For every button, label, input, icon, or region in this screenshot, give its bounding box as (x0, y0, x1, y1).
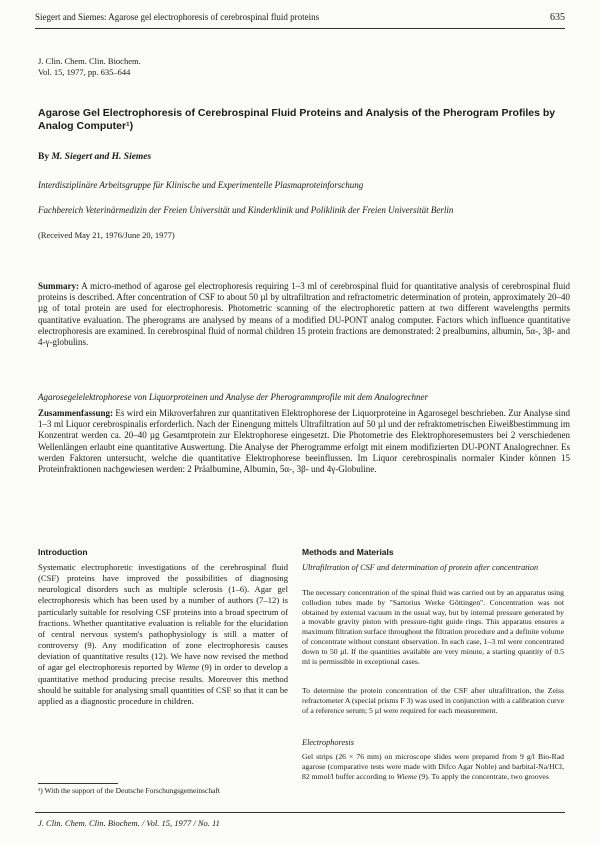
received-dates: (Received May 21, 1976/June 20, 1977) (38, 230, 175, 240)
journal-volume-pages: Vol. 15, 1977, pp. 635–644 (38, 67, 131, 77)
intro-cited-author: Wieme (176, 662, 200, 673)
electrophoresis-text-1: Gel strips (26 × 76 mm) on microscope slides were prepared from 9 g/l Bio-Rad agarose (comparative tests were made with Difco Agar Noble) and barbital-Na/HCl, 82 mmol/l buffer according to (302, 752, 564, 781)
journal-name: J. Clin. Chem. Clin. Biochem. (38, 56, 141, 66)
footnote: ¹) With the support of the Deutsche Forschungsgemeinschaft (38, 786, 220, 795)
affiliation-1: Interdisziplinäre Arbeitsgruppe für Klinische und Experimentelle Plasmaproteinforschung (38, 180, 364, 190)
methods-subheading-electrophoresis: Electrophoresis (302, 738, 354, 747)
summary-label: Summary: (38, 281, 79, 291)
journal-reference (38, 56, 141, 78)
page-number: 635 (550, 12, 565, 23)
author-line (38, 152, 151, 162)
affiliation-2: Fachbereich Veterinärmedizin der Freien Universität und Kinderklinik und Poliklinik der Freien Universität Berlin (38, 205, 454, 215)
electrophoresis-text-2: (9). To apply the concentrate, two grooves (416, 771, 549, 781)
introduction-heading: Introduction (38, 547, 88, 557)
page-footer: J. Clin. Chem. Clin. Biochem. / Vol. 15, 1977 / No. 11 (38, 818, 220, 828)
german-title: Agarosegelelektrophorese von Liquorproteinen und Analyse der Pherogrammprofile mit dem Analogrechner (38, 392, 429, 402)
header-rule (35, 28, 565, 29)
zusammenfassung-label: Zusammenfassung: (38, 408, 114, 418)
protein-determination-paragraph: To determine the protein concentration of the CSF after ultrafiltration, the Zeiss refractometer A (special prisms F 3) was used in conjunction with a calibration curve of a reference serum; 5 µl were required for each measurement. (302, 686, 564, 715)
methods-subheading-ultrafiltration: Ultrafiltration of CSF and determination of protein after concentration (302, 563, 539, 572)
ultrafiltration-paragraph: The necessary concentration of the spinal fluid was carried out by an apparatus using collodion tubes made by "Sartorius Werke Göttingen". Concentration was not obtained by external vacuum in the usual way, but by internal pressure generated by a movable gravity piston with pressure-tight guide rings. This apparatus ensures a maximum filtration surface throughout the filtration procedure and a definite volume of concentrate without constant observation. In each case, 1–3 ml were concentrated down to 50 µl. If the quantities available are very minute, a starting quantity of 0.5 ml is permissible in exceptional cases. (302, 588, 564, 666)
zusammenfassung-text: Es wird ein Mikroverfahren zur quantitativen Elektrophorese der Liquorproteine in Agarosegel beschrieben. Zur Analyse sind 1–3 ml Liquor cerebrospinalis erforderlich. Nach der Einengung mittels Ultrafiltration auf 50 µl und der refraktometrischen Eiweißbestimmung im Konzentrat werden ca. 20–40 µg Gesamtprotein zur Elektrophorese eingesetzt. Die Photometrie des Elektrophoresemusters bei 2 verschiedenen Wellenlängen erlaubt eine quantitative Auswertung. Die Analyse der Pherogramme erfolgt mit einem modifizierten DU-PONT Analogrechner. Es werden Faktoren untersucht, welche die quantitative Elektrophorese beeinflussen. Im Liquor cerebrospinalis normaler Kinder können 15 Proteinfraktionen nachgewiesen werden: 2 Präalbumine, Albumin, 5α-, 3β- und 4γ-Globuline. (38, 408, 570, 475)
authors-prefix: By (38, 152, 50, 162)
intro-text-2: (9) in order to develop a quantitative method producing precise results. Moreover this method should be suitable for analysing small quantities of CSF so that it can be applied as a diagnostic procedure in children. (38, 662, 288, 706)
footnote-rule (38, 783, 118, 784)
running-head: Siegert and Siemes: Agarose gel electrophoresis of cerebrospinal fluid proteins (35, 12, 320, 22)
summary-text: A micro-method of agarose gel electrophoresis requiring 1–3 ml of cerebrospinal fluid for quantitative analysis of cerebrospinal fluid proteins is described. After concentration of CSF to about 50 µl by ultrafiltration and refractometric determination of protein, approximately 20–40 µg of total protein are used for electrophoresis. Photometric scanning of the electrophoretic pattern at two different wavelengths permits quantitative evaluation. The pherograms are analysed by means of a modified DU-PONT analog computer. Factors which influence quantitative electrophoresis are examined. In cerebrospinal fluid of normal children 15 protein fractions are demonstrated: 2 prealbumins, albumin, 5α-, 3β- and 4-γ-globulins. (38, 281, 570, 348)
footer-rule (35, 812, 565, 813)
methods-heading: Methods and Materials (302, 547, 394, 557)
intro-text-1: Systematic electrophoretic investigations of the cerebrospinal fluid (CSF) proteins have improved the possibilities of diagnosing neurological disorders such as multiple sclerosis (1–6). Agar gel electrophoresis which has been used by a number of authors (7–12) is particularly suitable for resolving CSF proteins into a broad spectrum of fractions. Whether quantitative evaluation is reliable for the elucidation of central nervous system's pathophysiology is still a matter of controversy (9). Any modification of zone electrophoresis causes deviation of quantitative results (12). We have now revised the method of agar gel electrophoresis reported by (38, 562, 288, 673)
introduction-paragraph (38, 562, 288, 707)
electrophoresis-paragraph (302, 752, 564, 781)
electrophoresis-cited-author: Wieme (396, 771, 417, 781)
summary-block (38, 281, 570, 348)
authors: M. Siegert and H. Siemes (51, 152, 152, 162)
article-title: Agarose Gel Electrophoresis of Cerebrospinal Fluid Proteins and Analysis of the Pherogram Profiles by Analog Computer¹) (38, 107, 556, 132)
zusammenfassung-block (38, 408, 570, 475)
